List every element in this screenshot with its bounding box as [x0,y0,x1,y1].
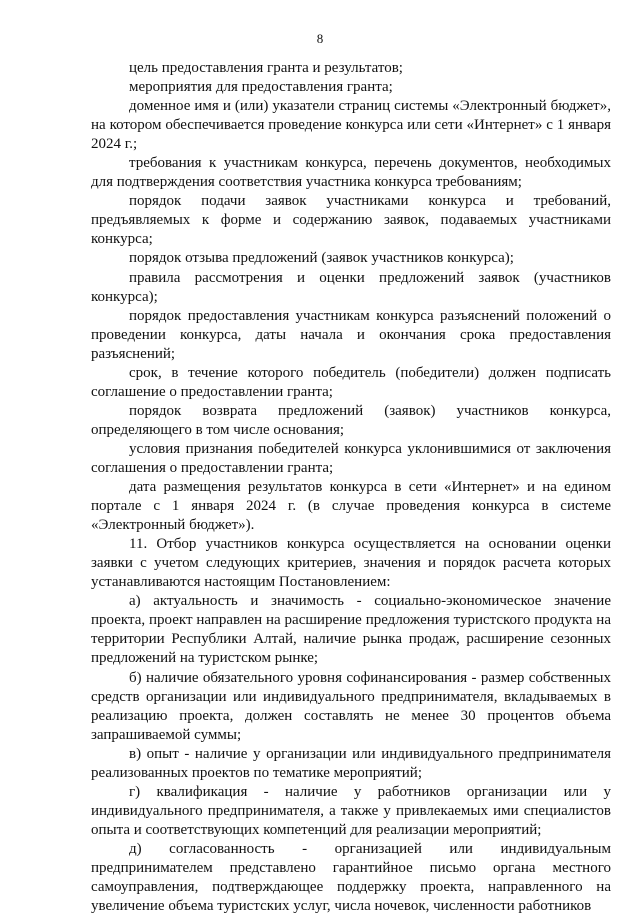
paragraph-domain-name: доменное имя и (или) указатели страниц системы «Электронный бюджет», на котором обеспечивается проведение конкурса или сети «Интернет» с 1 января 2024 г.; [91,98,611,153]
paragraph-participant-requirements: требования к участникам конкурса, перечень документов, необходимых для подтверждения соответствия участника конкурса требованиям; [91,155,611,191]
page-number: 8 [316,31,324,46]
paragraph-grant-purpose: цель предоставления гранта и результатов; [129,60,403,76]
paragraph-signing-deadline: срок, в течение которого победитель (победители) должен подписать соглашение о предоставлении гранта; [91,364,611,400]
paragraph-evaluation-rules: правила рассмотрения и оценки предложений заявок (участников конкурса); [91,269,611,305]
paragraph-criterion-d: г) квалификация - наличие у работников организации или у индивидуального предпринимателя, а также у привлекаемых ими специалистов опыта и соответствующих компетенций для реализации мероприятий; [91,783,611,838]
paragraph-evasion-conditions: условия признания победителей конкурса уклонившимися от заключения соглашения о предоставлении гранта; [91,440,611,476]
paragraph-application-procedure: порядок подачи заявок участниками конкурса и требований, предъявляемых к форме и содержанию заявок, подаваемых участниками конкурса; [91,193,611,248]
paragraph-results-publication: дата размещения результатов конкурса в сети «Интернет» и на едином портале с 1 января 2024 г. (в случае проведения конкурса в системе «Электронный бюджет»). [91,479,611,534]
paragraph-section-11: 11. Отбор участников конкурса осуществляется на основании оценки заявки с учетом следующих критериев, значения и порядок расчета которых устанавливаются настоящим Постановлением: [91,536,611,591]
paragraph-withdrawal-procedure: порядок отзыва предложений (заявок участников конкурса); [129,250,514,267]
paragraph-clarifications: порядок предоставления участникам конкурса разъяснений положений о проведении конкурса, даты начала и окончания срока предоставления разъяснений; [91,307,611,362]
paragraph-return-procedure: порядок возврата предложений (заявок) участников конкурса, определяющего в том числе основания; [91,402,611,438]
paragraph-criterion-c: в) опыт - наличие у организации или индивидуального предпринимателя реализованных проектов по тематике мероприятий; [91,745,611,781]
paragraph-criterion-b: б) наличие обязательного уровня софинансирования - размер собственных средств организации или индивидуального предпринимателя, вкладываемых в реализацию проекта, должен составлять не менее 30 процентов объема запрашиваемой суммы; [91,669,611,743]
paragraph-grant-activities: мероприятия для предоставления гранта; [129,79,393,96]
paragraph-criterion-a: а) актуальность и значимость - социально-экономическое значение проекта, проект направлен на расширение предложения туристского продукта на территории Республики Алтай, наличие рынка продаж, расширение сезонных предложений на туристском рынке; [91,593,611,667]
paragraph-criterion-e: д) согласованность - организацией или индивидуальным предпринимателем представлено гарантийное письмо органа местного самоуправления, подтверждающее поддержку проекта, направленного на увеличение объема туристских услуг, числа ночевок, численности работников [91,840,611,915]
document-body [91,59,611,916]
